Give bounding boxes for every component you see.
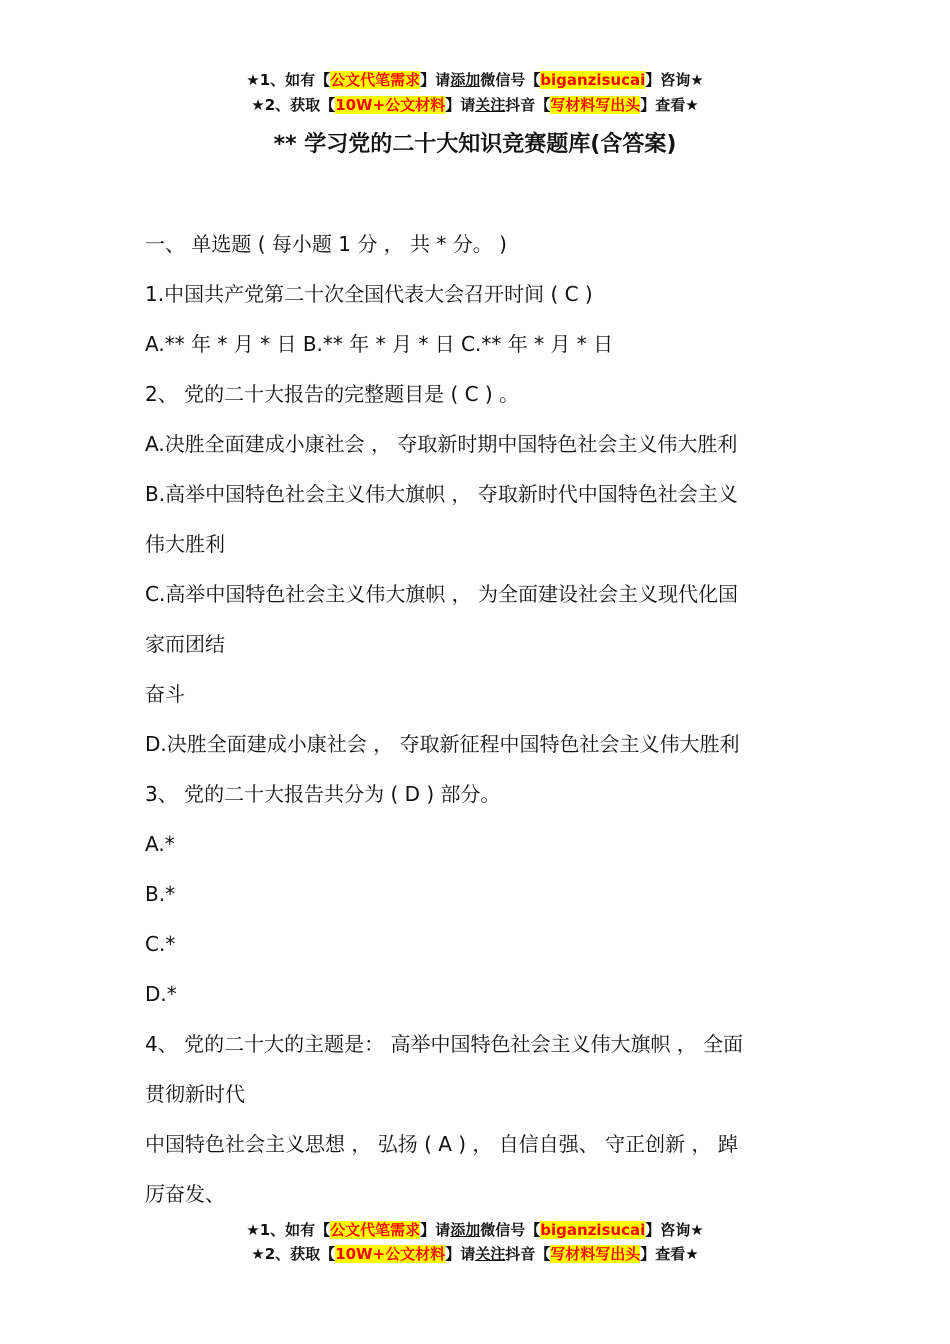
banner-text: 抖音【 [505, 1245, 551, 1263]
bottom-banner-line-1 [0, 1219, 950, 1241]
banner-text: 】请 [420, 1221, 451, 1239]
option-c-continued: 奋斗 [145, 682, 185, 706]
banner-underline: 添加 [450, 71, 481, 89]
option-d: D.决胜全面建成小康社会 ， 夺取新征程中国特色社会主义伟大胜利 [145, 732, 740, 756]
banner-text: 】查看★ [640, 1245, 699, 1263]
option-a: A.决胜全面建成小康社会 ， 夺取新时期中国特色社会主义伟大胜利 [145, 432, 738, 456]
banner-underline: 关注 [475, 96, 506, 114]
banner-text: 】请 [445, 96, 476, 114]
banner-text: 】请 [445, 1245, 476, 1263]
banner-text: 抖音【 [505, 96, 551, 114]
banner-text: 微信号【 [480, 1221, 541, 1239]
option-b: B.高举中国特色社会主义伟大旗帜 ， 夺取新时代中国特色社会主义 [145, 482, 738, 506]
question-4-continued: 厉奋发、 [145, 1182, 225, 1206]
banner-highlight: 公文代笔需求 [330, 1221, 421, 1239]
banner-highlight-wechat-id: biganzisucai [540, 71, 646, 89]
question-1-options: A.** 年 * 月 * 日 B.** 年 * 月 * 日 C.** 年 * 月 * 日 [145, 332, 614, 356]
banner-text: ★1、如有【 [246, 71, 331, 89]
question-2: 2、 党的二十大报告的完整题目是 ( C ) 。 [145, 382, 520, 406]
banner-highlight-douyin: 写材料写出头 [550, 1245, 641, 1263]
option-c: C.高举中国特色社会主义伟大旗帜 ， 为全面建设社会主义现代化国 [145, 582, 739, 606]
option-b-continued: 伟大胜利 [145, 532, 225, 556]
option-d: D.* [145, 982, 177, 1006]
top-banner-line-2 [0, 94, 950, 116]
banner-underline: 关注 [475, 1245, 506, 1263]
section-heading: 一、 单选题 ( 每小题 1 分 ， 共 * 分。 ) [145, 232, 507, 256]
banner-text: ★2、获取【 [251, 96, 336, 114]
question-1: 1.中国共产党第二十次全国代表大会召开时间 ( C ) [145, 282, 593, 306]
banner-text: 】请 [420, 71, 451, 89]
banner-text: ★1、如有【 [246, 1221, 331, 1239]
question-4-continued: 中国特色社会主义思想 ， 弘扬 ( A ) ， 自信自强、 守正创新 ， 踔 [145, 1132, 738, 1156]
top-banner-line-1 [0, 69, 950, 91]
option-c: C.* [145, 932, 176, 956]
banner-text: 】咨询★ [645, 71, 704, 89]
question-4: 4、 党的二十大的主题是： 高举中国特色社会主义伟大旗帜 ， 全面 [145, 1032, 744, 1056]
option-c-continued: 家而团结 [145, 632, 225, 656]
banner-highlight: 公文代笔需求 [330, 71, 421, 89]
option-a: A.* [145, 832, 175, 856]
banner-text: 微信号【 [480, 71, 541, 89]
banner-underline: 添加 [450, 1221, 481, 1239]
bottom-banner-line-2 [0, 1243, 950, 1265]
question-4-continued: 贯彻新时代 [145, 1082, 245, 1106]
option-b: B.* [145, 882, 176, 906]
banner-text: 】咨询★ [645, 1221, 704, 1239]
question-3: 3、 党的二十大报告共分为 ( D ) 部分。 [145, 782, 501, 806]
banner-highlight-wechat-id: biganzisucai [540, 1221, 646, 1239]
banner-text: ★2、获取【 [251, 1245, 336, 1263]
banner-text: 】查看★ [640, 96, 699, 114]
document-title: ** 学习党的二十大知识竞赛题库(含答案) [273, 132, 677, 157]
banner-highlight-douyin: 写材料写出头 [550, 96, 641, 114]
banner-highlight: 10W+公文材料 [335, 1245, 446, 1263]
banner-highlight: 10W+公文材料 [335, 96, 446, 114]
